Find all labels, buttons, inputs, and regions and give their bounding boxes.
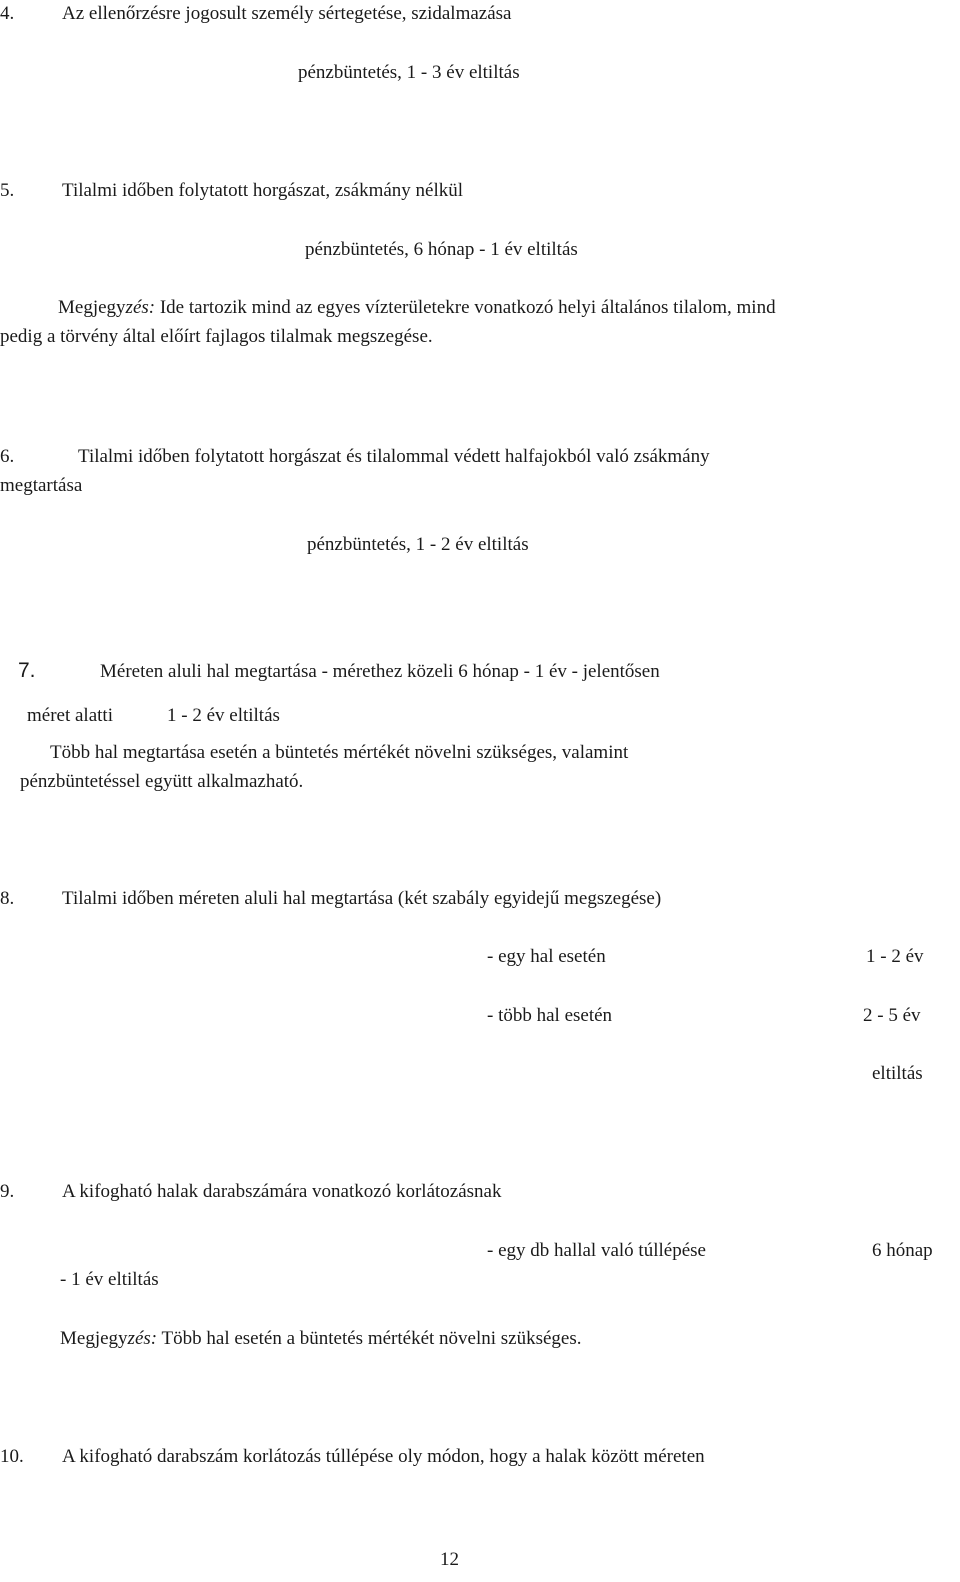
item-5-penalty: pénzbüntetés, 6 hónap - 1 év eltiltás <box>305 239 578 260</box>
item-9-row-value: 6 hónap <box>872 1240 933 1261</box>
item-9-title: A kifogható halak darabszámára vonatkozó korlátozásnak <box>62 1181 502 1202</box>
item-5-title: Tilalmi időben folytatott horgászat, zsákmány nélkül <box>62 180 464 201</box>
item-6-number: 6. <box>0 446 15 467</box>
item-7-line2-a: méret alatti <box>27 705 113 726</box>
item-8-title: Tilalmi időben méreten aluli hal megtartása (két szabály egyidejű megszegése) <box>62 888 662 909</box>
item-5-note-line2: pedig a törvény által előírt fajlagos tilalmak megszegése. <box>0 326 433 347</box>
item-5-note-line1 <box>58 298 950 317</box>
item-4-penalty: pénzbüntetés, 1 - 3 év eltiltás <box>298 62 520 83</box>
item-9-row-label: - egy db hallal való túllépése <box>487 1240 706 1261</box>
item-5-number: 5. <box>0 180 15 201</box>
item-8-row2-value: 2 - 5 év <box>863 1005 921 1026</box>
item-6-title-line1: Tilalmi időben folytatott horgászat és tilalommal védett halfajokból való zsákmány <box>78 446 710 467</box>
item-7-note-line2: pénzbüntetéssel együtt alkalmazható. <box>20 771 304 792</box>
item-5-note-label: Megjegyzés: <box>58 297 156 318</box>
item-9-row-cont: - 1 év eltiltás <box>60 1269 159 1290</box>
item-6-title-line2: megtartása <box>0 475 83 496</box>
item-8-row1-value: 1 - 2 év <box>866 946 924 967</box>
page-number: 12 <box>440 1549 459 1570</box>
item-4-title: Az ellenőrzésre jogosult személy sértegetése, szidalmazása <box>62 3 512 24</box>
item-5-note-text: Ide tartozik mind az egyes vízterületekre vonatkozó helyi általános tilalom, mind <box>159 297 776 318</box>
item-9-note-label: Megjegyzés: <box>60 1328 158 1349</box>
item-9-note-text: Több hal esetén a büntetés mértékét növelni szükséges. <box>161 1328 582 1349</box>
item-8-row2-label: - több hal esetén <box>487 1005 613 1026</box>
item-7-title: Méreten aluli hal megtartása - mérethez közeli 6 hónap - 1 év - jelentősen <box>100 661 660 682</box>
item-7-line2-b: 1 - 2 év eltiltás <box>167 705 280 726</box>
item-7-number: 7. <box>18 659 36 682</box>
item-9-number: 9. <box>0 1181 15 1202</box>
item-8-row1-label: - egy hal esetén <box>487 946 606 967</box>
item-10-title: A kifogható darabszám korlátozás túllépése oly módon, hogy a halak között méreten <box>62 1446 705 1467</box>
item-7-note-line1: Több hal megtartása esetén a büntetés mértékét növelni szükséges, valamint <box>50 742 629 763</box>
item-8-number: 8. <box>0 888 15 909</box>
item-4-number: 4. <box>0 3 15 24</box>
item-6-penalty: pénzbüntetés, 1 - 2 év eltiltás <box>307 534 529 555</box>
item-10-number: 10. <box>0 1446 24 1467</box>
item-9-note <box>60 1329 582 1348</box>
item-8-suffix: eltiltás <box>872 1063 923 1084</box>
